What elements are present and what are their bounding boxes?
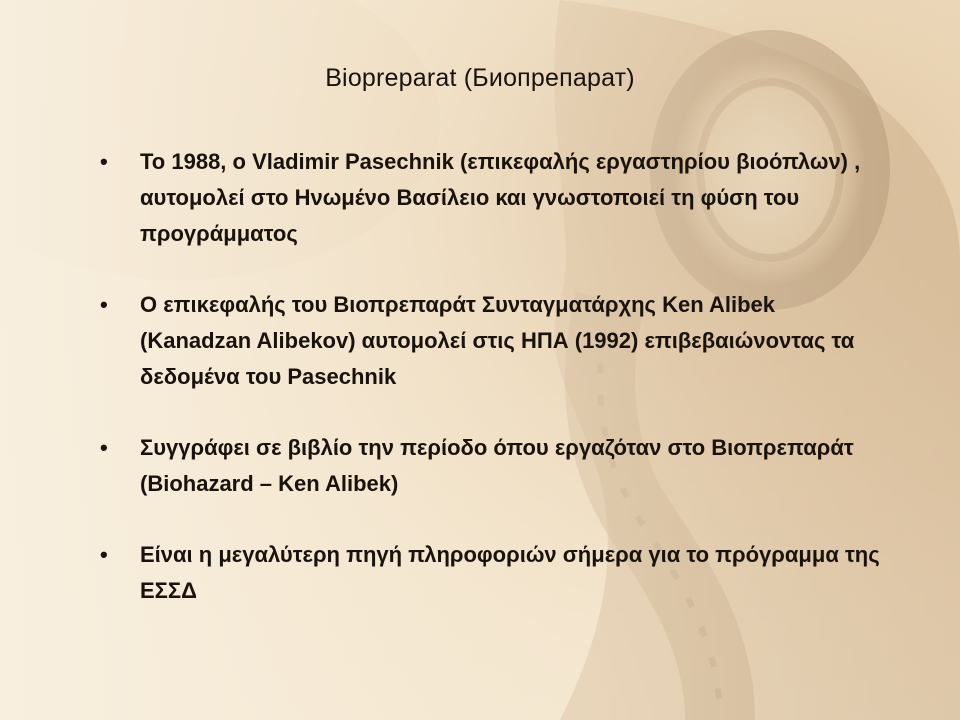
bullet-marker: • xyxy=(100,542,108,567)
bullet-text: Συγγράφει σε βιβλίο την περίοδο όπου εργαζόταν στο Βιοπρεπαράτ (Biohazard – Ken Alibek) xyxy=(140,435,854,496)
slide-title: Biopreparat (Биопрепарат) xyxy=(325,64,635,92)
bullet-text: Είναι η μεγαλύτερη πηγή πληροφοριών σήμερα για το πρόγραμμα της ΕΣΣΔ xyxy=(140,542,880,603)
bullet-item xyxy=(100,537,880,609)
bullet-text: Το 1988, ο Vladimir Pasechnik (επικεφαλής εργαστηρίου βιοόπλων) , αυτομολεί στο Ηνωμένο Βασίλειο και γνωστοποιεί τη φύση του προγράμματος xyxy=(140,149,861,246)
bullet-marker: • xyxy=(100,149,108,174)
bullet-text: Ο επικεφαλής του Βιοπρεπαράτ Συνταγματάρχης Ken Alibek (Kanadzan Alibekov) αυτομολεί στις ΗΠΑ (1992) επιβεβαιώνοντας τα δεδομένα του Pasechnik xyxy=(140,292,855,389)
bullet-list xyxy=(100,144,880,644)
bullet-marker: • xyxy=(100,435,108,460)
bullet-item xyxy=(100,144,880,252)
bullet-marker: • xyxy=(100,292,108,317)
bullet-item xyxy=(100,430,880,502)
bullet-item xyxy=(100,287,880,395)
